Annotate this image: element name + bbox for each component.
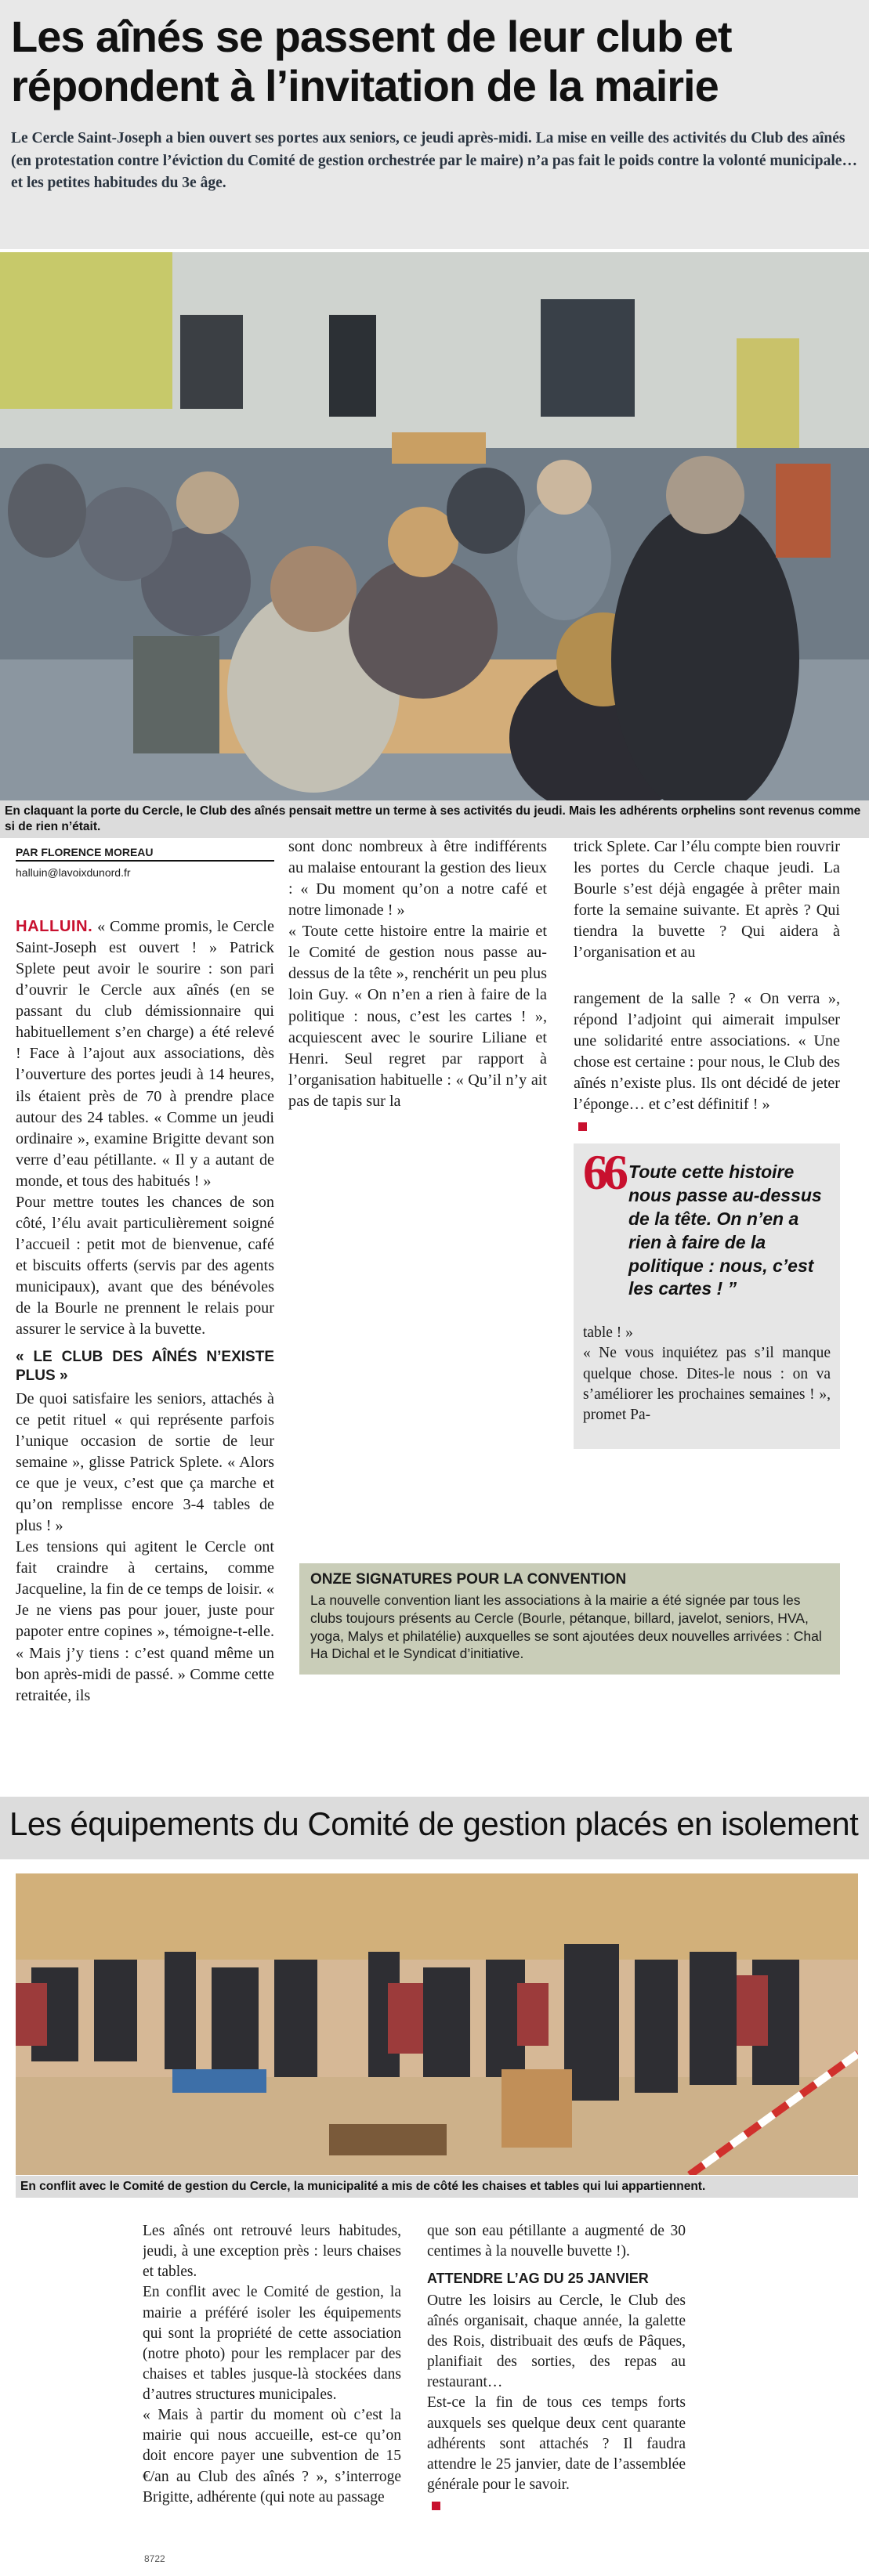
- col1-subhead: « LE CLUB DES AÎNÉS N’EXISTE PLUS »: [16, 1349, 274, 1384]
- pull-quote-text: Toute cette histoire nous passe au-dessus de la tête. On n’en a rien à faire de la politique : nous, c’est les cartes ! ”: [628, 1162, 822, 1299]
- col1-text-1: « Comme promis, le Cercle Saint-Joseph est ouvert ! » Patrick Splete peut avoir le sourire : son pari d’ouvrir le Cercle aux aînés (en se passant du club démissionnaire qui habituellement s’en charge) a été relevé ! Face à l’ajout aux associations, dès l’ouverture des portes jeudi à 14 heures, ils étaient près de 70 à prendre place autour des 24 tables. « Comme un jeudi ordinaire », examine Brigitte devant son verre d’eau pétillante. « Il y a autant de monde, et tous des habitués ! »: [16, 918, 274, 1190]
- col1-para-4: Les tensions qui agitent le Cercle ont fait craindre à certains, comme Jacqueline, la fin de ce temps de loisir. « Je ne viens pas pour jouer, juste pour papoter entre copines », témoigne-t-elle. « Mais j’y tiens : c’est quand même un bon après-midi de passé. » Comme cette retraitée, ils: [16, 1538, 274, 1704]
- headline: Les aînés se passent de leur club et répondent à l’invitation de la mairie: [11, 12, 732, 110]
- col3-para-1: trick Splete. Car l’élu compte bien rouvrir les portes du Cercle chaque jeudi. La Bourle s’est déjà engagée à prêter main forte la semaine suivante. Et après ? Qui tiendra la buvette ? Qui aidera à l’organisation et au: [574, 838, 840, 962]
- convention-text: La nouvelle convention liant les associations à la mairie a été signée par tous les clubs toujours présents au Cercle (Bourle, pétanque, billard, javelot, seniors, HVA, yoga, Malys et philatélie) auxquelles se sont ajoutées deux nouvelles arrivées : Chal Ha Dichal et le Syndicat d’initiative.: [310, 1592, 822, 1662]
- headline-2: Les équipements du Comité de gestion placés en isolement: [9, 1805, 859, 1842]
- convention-box: [299, 1563, 840, 1675]
- col1-para-2: Pour mettre toutes les chances de son côté, l’élu avait particulièrement soigné l’accueil : petit mot de bienvenue, café et biscuits offerts (servis par des agents municipaux), avant que des bénévoles de la Bourle ne prennent le relais pour assurer le service à la buvette.: [16, 1193, 274, 1339]
- footer-code: 8722: [144, 2553, 165, 2564]
- article2-col2-para-1: que son eau pétillante a augmenté de 30 centimes à la nouvelle buvette !).: [427, 2223, 686, 2260]
- byline-author: PAR FLORENCE MOREAU: [16, 846, 154, 858]
- article2-subhead: ATTENDRE L’AG DU 25 JANVIER: [427, 2271, 649, 2287]
- article-column-3b: [574, 988, 840, 1133]
- end-mark-icon: [578, 1122, 587, 1131]
- article2-column-2: [427, 2221, 686, 2558]
- pull-quote-box: [574, 1143, 840, 1449]
- headline2-band: [0, 1797, 869, 1859]
- col1-lead: HALLUIN.: [16, 918, 93, 935]
- photo-club-hall: [0, 252, 869, 800]
- col1-para-3: De quoi satisfaire les seniors, attachés à ce petit rituel « qui représente parfois l’unique occasion de sortie de leur semaine », glisse Patrick Splete. « Alors ce que je veux, c’est que ça marche et qu’on remplisse encore 3-4 tables de plus ! »: [16, 1389, 274, 1535]
- photo1-caption: En claquant la porte du Cercle, le Club des aînés pensait mettre un terme à ses activités du jeudi. Mais les adhérents orphelins sont revenus comme si de rien n’était.: [0, 800, 869, 838]
- col1-para-1: [16, 916, 274, 1192]
- chapo: Le Cercle Saint-Joseph a bien ouvert ses portes aux seniors, ce jeudi après-midi. La mise en veille des activités du Club des aînés (en protestation contre l’éviction du Comité de gestion orchestrée par le maire) n’a pas fait le poids contre la volonté municipale… et les petites habitudes du 3e âge.: [11, 130, 857, 191]
- photo2-caption: En conflit avec le Comité de gestion du Cercle, la municipalité a mis de côté les chaises et tables qui lui appartiennent.: [16, 2176, 858, 2198]
- article2-column-1: Les aînés ont retrouvé leurs habitudes, jeudi, à une exception près : leurs chaises et tables. En conflit avec le Comité de gestion, la mairie a préféré isoler les équipements qui sont la propriété de cette association (notre photo) pour les remplacer par des chaises et tables jusque-là stockées dans d’autres structures municipales. « Mais à partir du moment où c’est la mairie qui nous accueille, est-ce qu’on doit encore payer une subvention de 15 €/an au Club des aînés ? », s’interroge Brigitte, adhérente (qui note au passage: [143, 2223, 401, 2506]
- col3b-para-1: rangement de la salle ? « On verra », répond l’adjoint qui aimerait impulser une solidarité entre associations. « Une chose est certaine : pour nous, le Club des aînés n’existe plus. Ils ont décidé de jeter l’éponge… et c’est définitif ! »: [574, 990, 840, 1114]
- convention-title: ONZE SIGNATURES POUR LA CONVENTION: [310, 1571, 627, 1588]
- article2-col2-para-2: Outre les loisirs au Cercle, le Club des aînés organisait, chaque année, la galette des Rois, distribuait des œufs de Pâques, planifiait des sorties, des repas au restaurant… Est-ce la fin de tous ces temps forts auxquels ses quelque deux cent quarante adhérents sont attachés ? Il faudra attendre le 25 janvier, date de l’assemblée générale pour le savoir.: [427, 2292, 686, 2493]
- quote-mark-icon: 66: [583, 1144, 624, 1200]
- byline: [16, 846, 274, 879]
- photo-isolated-chairs: [16, 1873, 858, 2175]
- byline-email[interactable]: halluin@lavoixdunord.fr: [16, 866, 131, 879]
- article-column-1: [16, 916, 274, 1786]
- quote-followup: table ! » « Ne vous inquiétez pas s’il manque quelque chose. Dites-le nous : on va s’améliorer les prochaines semaines ! », promet Pa-: [583, 1324, 831, 1423]
- col2-para-2: « Toute cette histoire entre la mairie et le Comité de gestion nous passe au-dessus de la tête », renchérit un peu plus loin Guy. « On n’en a rien à faire de la politique : nous, c’est les cartes ! », acquiescent avec le sourire Liliane et Henri. Seul regret par rapport à l’organisation habituelle : « Qu’il n’y ait pas de tapis sur la: [288, 923, 547, 1110]
- byline-rule: [16, 860, 274, 862]
- headline-block: [0, 0, 869, 249]
- article-column-3: [574, 836, 840, 981]
- end-mark-icon-2: [432, 2502, 440, 2510]
- col2-para-1: sont donc nombreux à être indifférents au malaise entourant la gestion des lieux : « Du moment qu’on a notre café et notre limonade ! »: [288, 838, 547, 919]
- article-column-2: [288, 836, 547, 1150]
